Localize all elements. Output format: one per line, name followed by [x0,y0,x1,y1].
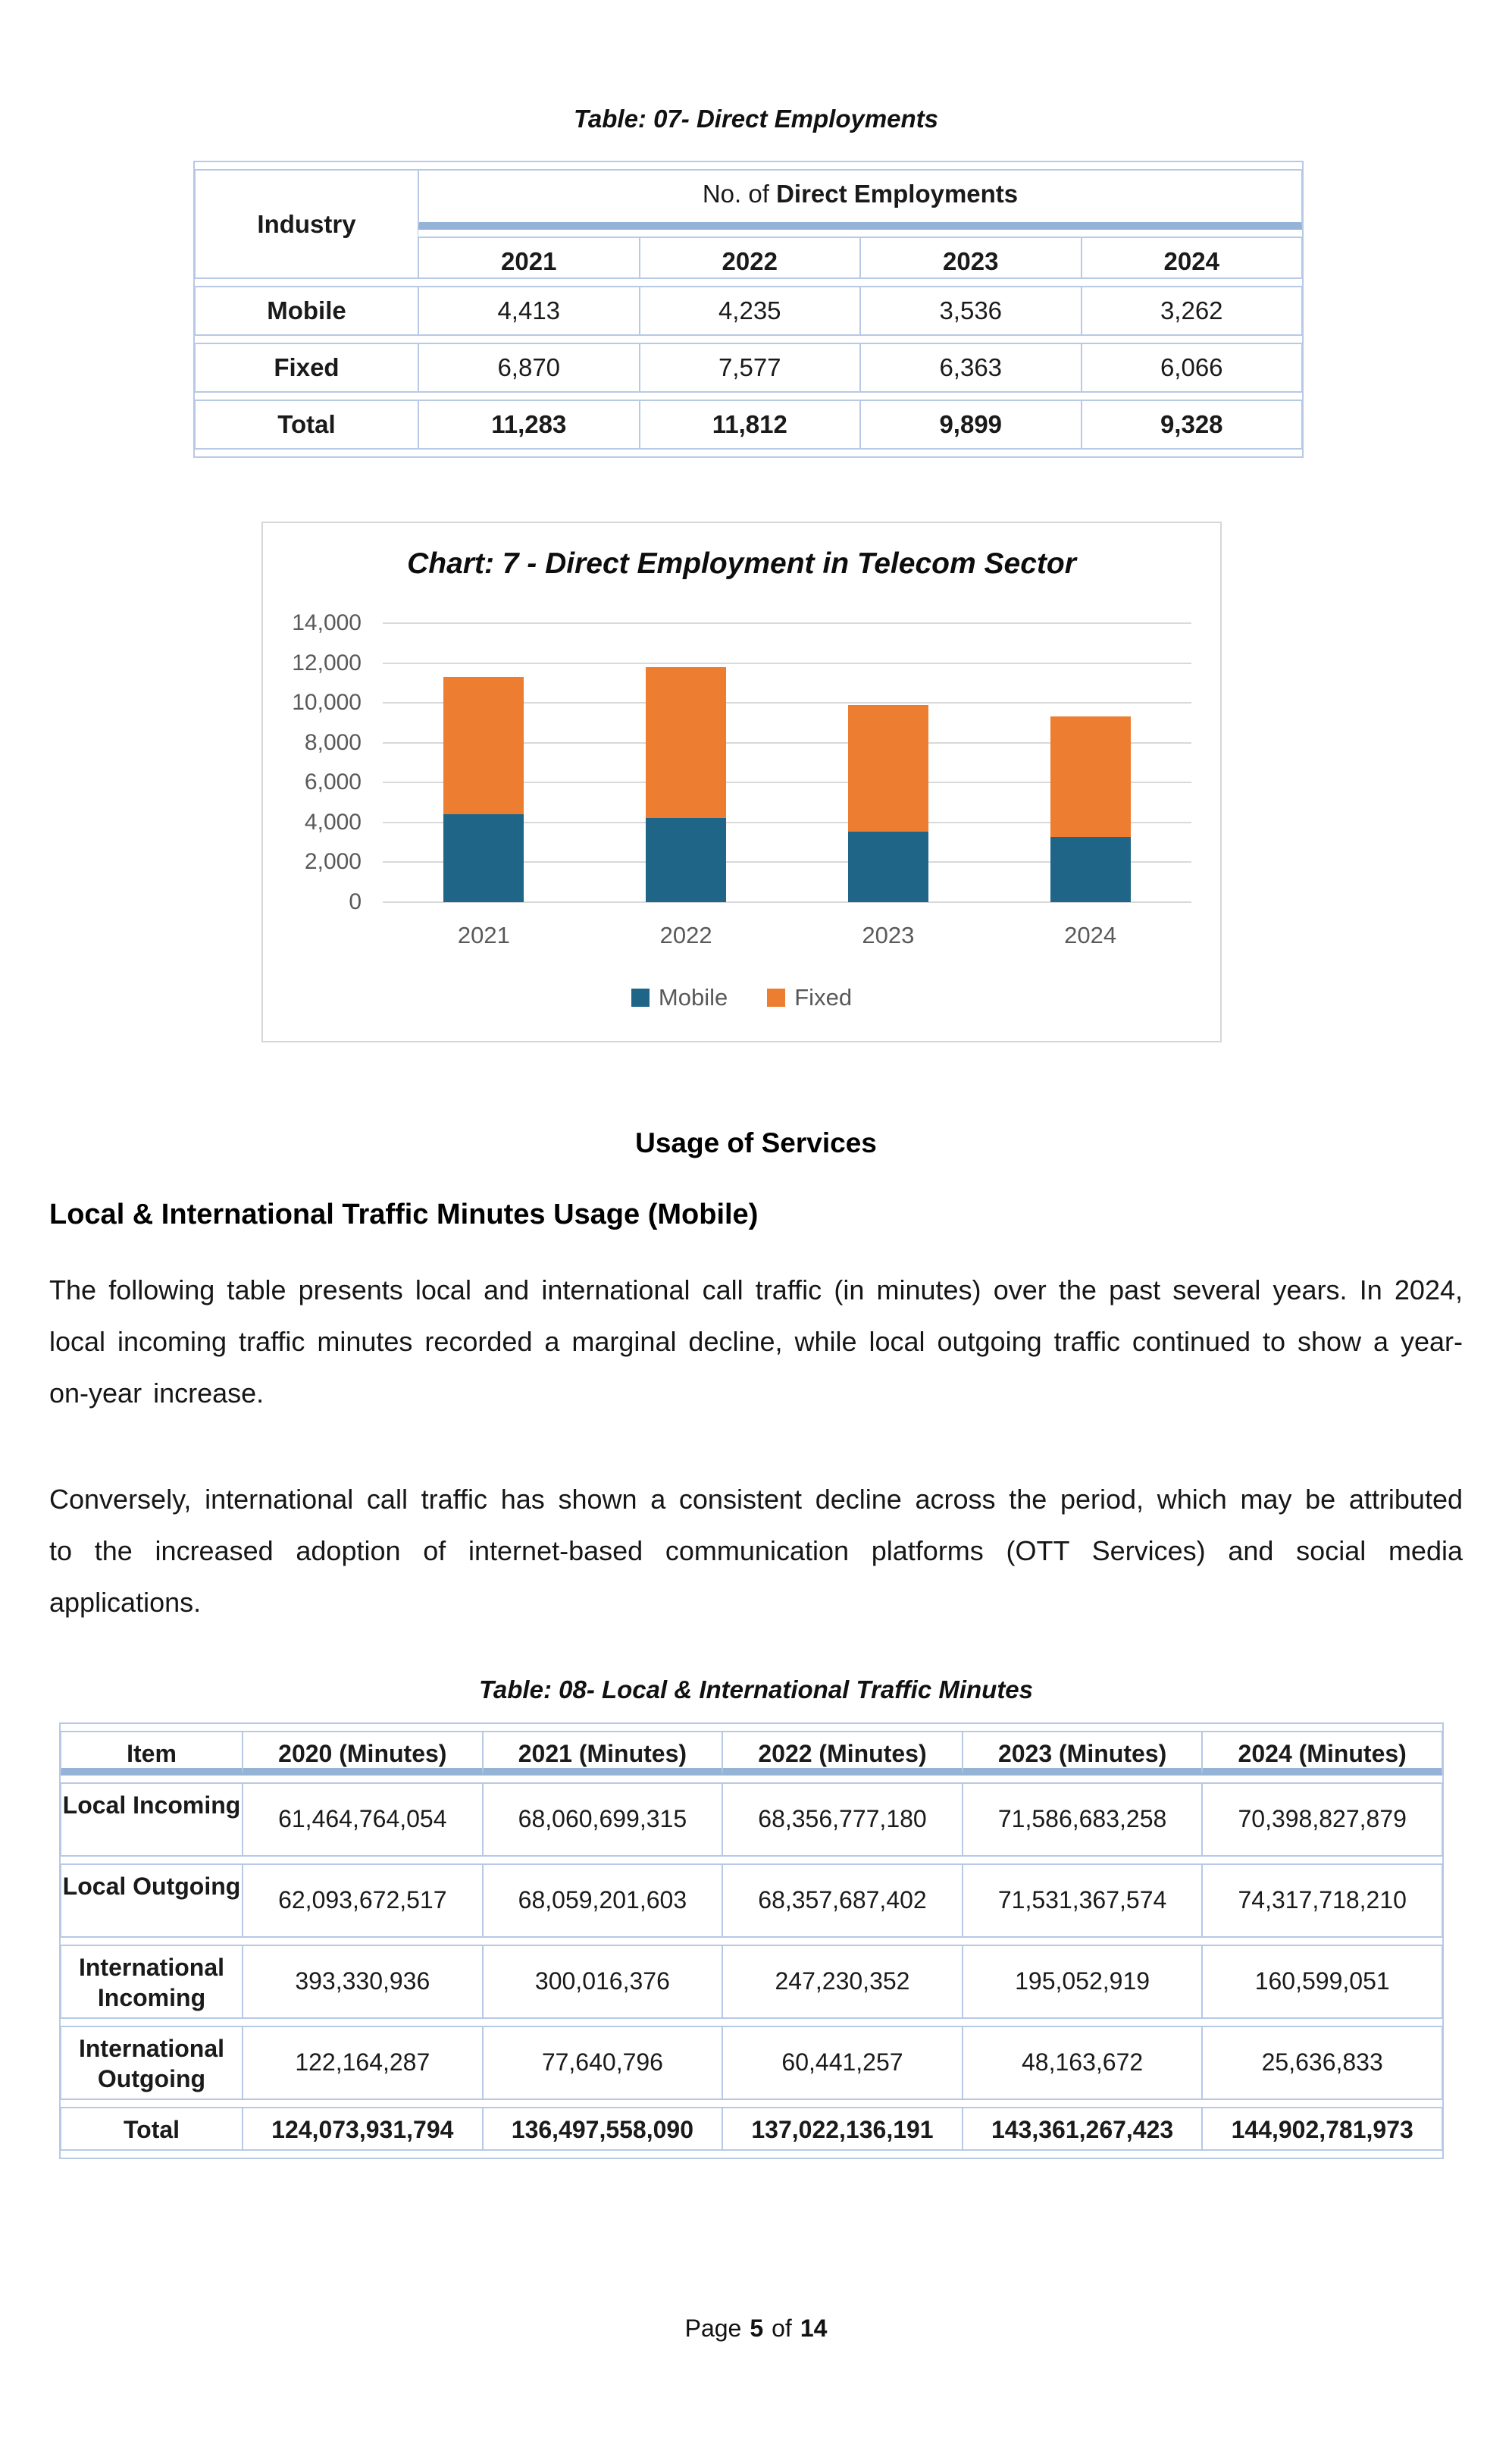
bar-segment-2024-mobile [1050,837,1131,902]
table-cell: 71,586,683,258 [963,1782,1203,1857]
table-row [61,2026,1442,2100]
chart7-legend [263,984,1220,1011]
group-header-prefix: No. of [702,180,777,208]
table07-caption: Table: 07- Direct Employments [573,105,939,133]
table-cell: 247,230,352 [722,1945,963,2019]
table-cell: 62,093,672,517 [243,1863,483,1938]
row-label-cell: Total [195,400,418,450]
table-cell: 144,902,781,973 [1202,2107,1442,2151]
footer-current-page: 5 [750,2315,764,2342]
legend-label: Fixed [794,984,853,1011]
legend-swatch-icon [631,989,650,1007]
gridline [383,622,1191,624]
chart7-y-axis [263,610,362,914]
table-cell: 11,812 [640,400,861,450]
table-cell: 4,235 [640,286,861,336]
column-header-cell: Item [61,1731,243,1776]
column-header-cell: 2023 (Minutes) [963,1731,1203,1776]
paragraph-2: Conversely, international call traffic has shown a consistent decline across the period, which may be attributed to the increased adoption of internet-based communication platforms (OTT Services) and social media applications. [49,1484,1463,1618]
row-label-cell: Mobile [195,286,418,336]
year-header-cell: 2021 [418,237,640,279]
chart7-x-axis [383,922,1191,952]
table-cell: 393,330,936 [243,1945,483,2019]
table-cell: 9,328 [1082,400,1303,450]
table-cell: 74,317,718,210 [1202,1863,1442,1938]
table-cell: 122,164,287 [243,2026,483,2100]
gridline [383,663,1191,664]
traffic-minutes-heading: Local & International Traffic Minutes Usage (Mobile) [49,1199,759,1230]
table-cell: 136,497,558,090 [483,2107,723,2151]
bar-segment-2023-mobile [848,832,928,902]
year-header-cell: 2023 [860,237,1082,279]
table-row [195,343,1302,393]
x-axis-tick-label: 2022 [659,922,712,948]
table-row [195,286,1302,336]
row-label-cell: International Incoming [61,1945,243,2019]
table-cell: 9,899 [860,400,1082,450]
table-cell: 6,870 [418,343,640,393]
footer-page-label: Page [684,2315,742,2342]
row-label-cell: Total [61,2107,243,2151]
table07-group-header [418,169,1302,230]
x-axis-tick-label: 2021 [457,922,510,948]
paragraph-1: The following table presents local and international call traffic (in minutes) over the past several years. In 2024, local incoming traffic minutes recorded a marginal decline, while local outgoing traffic continued to show a year-on-year increase. [49,1274,1463,1409]
table07-industry-header: Industry [195,169,418,279]
column-header-cell: 2022 (Minutes) [722,1731,963,1776]
table-cell: 300,016,376 [483,1945,723,2019]
table-cell: 77,640,796 [483,2026,723,2100]
chart7-title: Chart: 7 - Direct Employment in Telecom Sector [407,547,1076,580]
table-total-row [61,2107,1442,2151]
table08-caption: Table: 08- Local & International Traffic Minutes [478,1675,1034,1703]
y-axis-tick-label: 12,000 [292,650,362,675]
table-cell: 137,022,136,191 [722,2107,963,2151]
table-cell: 6,363 [860,343,1082,393]
column-header-cell: 2021 (Minutes) [483,1731,723,1776]
year-header-cell: 2022 [640,237,861,279]
bar-segment-2024-fixed [1050,716,1131,837]
y-axis-tick-label: 10,000 [292,690,362,716]
footer-of-label: of [772,2315,792,2342]
table-cell: 143,361,267,423 [963,2107,1203,2151]
table-cell: 124,073,931,794 [243,2107,483,2151]
table-row [61,1945,1442,2019]
legend-swatch-icon [767,989,785,1007]
table-cell: 3,262 [1082,286,1303,336]
footer-total-pages: 14 [800,2315,828,2342]
bar-segment-2022-mobile [646,818,726,902]
legend-item-mobile [631,984,728,1011]
x-axis-tick-label: 2024 [1064,922,1117,948]
y-axis-tick-label: 0 [349,889,362,914]
table-cell: 6,066 [1082,343,1303,393]
table-cell: 25,636,833 [1202,2026,1442,2100]
table-row [61,1863,1442,1938]
table-cell: 3,536 [860,286,1082,336]
column-header-cell: 2020 (Minutes) [243,1731,483,1776]
table-cell: 48,163,672 [963,2026,1203,2100]
legend-label: Mobile [658,984,728,1011]
column-header-cell: 2024 (Minutes) [1202,1731,1442,1776]
legend-item-fixed [767,984,852,1011]
y-axis-tick-label: 8,000 [304,729,362,755]
table-cell: 68,357,687,402 [722,1863,963,1938]
bar-segment-2021-fixed [443,677,524,814]
chart7-plot-area [383,623,1191,902]
row-label-cell: Fixed [195,343,418,393]
table-cell: 71,531,367,574 [963,1863,1203,1938]
table-total-row [195,400,1302,450]
y-axis-tick-label: 2,000 [304,849,362,875]
table-cell: 68,059,201,603 [483,1863,723,1938]
table-cell: 60,441,257 [722,2026,963,2100]
year-header-cell: 2024 [1082,237,1303,279]
bar-segment-2022-fixed [646,667,726,818]
table-cell: 61,464,764,054 [243,1782,483,1857]
row-label-cell: Local Outgoing [61,1863,243,1938]
table08-header-row [61,1731,1442,1776]
row-label-cell: International Outgoing [61,2026,243,2100]
y-axis-tick-label: 6,000 [304,769,362,795]
table08 [59,1722,1444,2159]
table-cell: 160,599,051 [1202,1945,1442,2019]
table-cell: 7,577 [640,343,861,393]
row-label-cell: Local Incoming [61,1782,243,1857]
table-cell: 68,356,777,180 [722,1782,963,1857]
table-row [61,1782,1442,1857]
table07-header-row [195,169,1302,230]
y-axis-tick-label: 4,000 [304,809,362,835]
table-cell: 195,052,919 [963,1945,1203,2019]
y-axis-tick-label: 14,000 [292,610,362,635]
table-cell: 68,060,699,315 [483,1782,723,1857]
page-footer [49,2315,1463,2343]
table-cell: 70,398,827,879 [1202,1782,1442,1857]
table-cell: 4,413 [418,286,640,336]
group-header-bold: Direct Employments [776,180,1019,208]
usage-of-services-heading: Usage of Services [635,1127,877,1158]
table07 [193,161,1304,458]
x-axis-tick-label: 2023 [862,922,915,948]
chart7-container [261,522,1222,1042]
bar-segment-2023-fixed [848,705,928,832]
table-cell: 11,283 [418,400,640,450]
bar-segment-2021-mobile [443,814,524,902]
